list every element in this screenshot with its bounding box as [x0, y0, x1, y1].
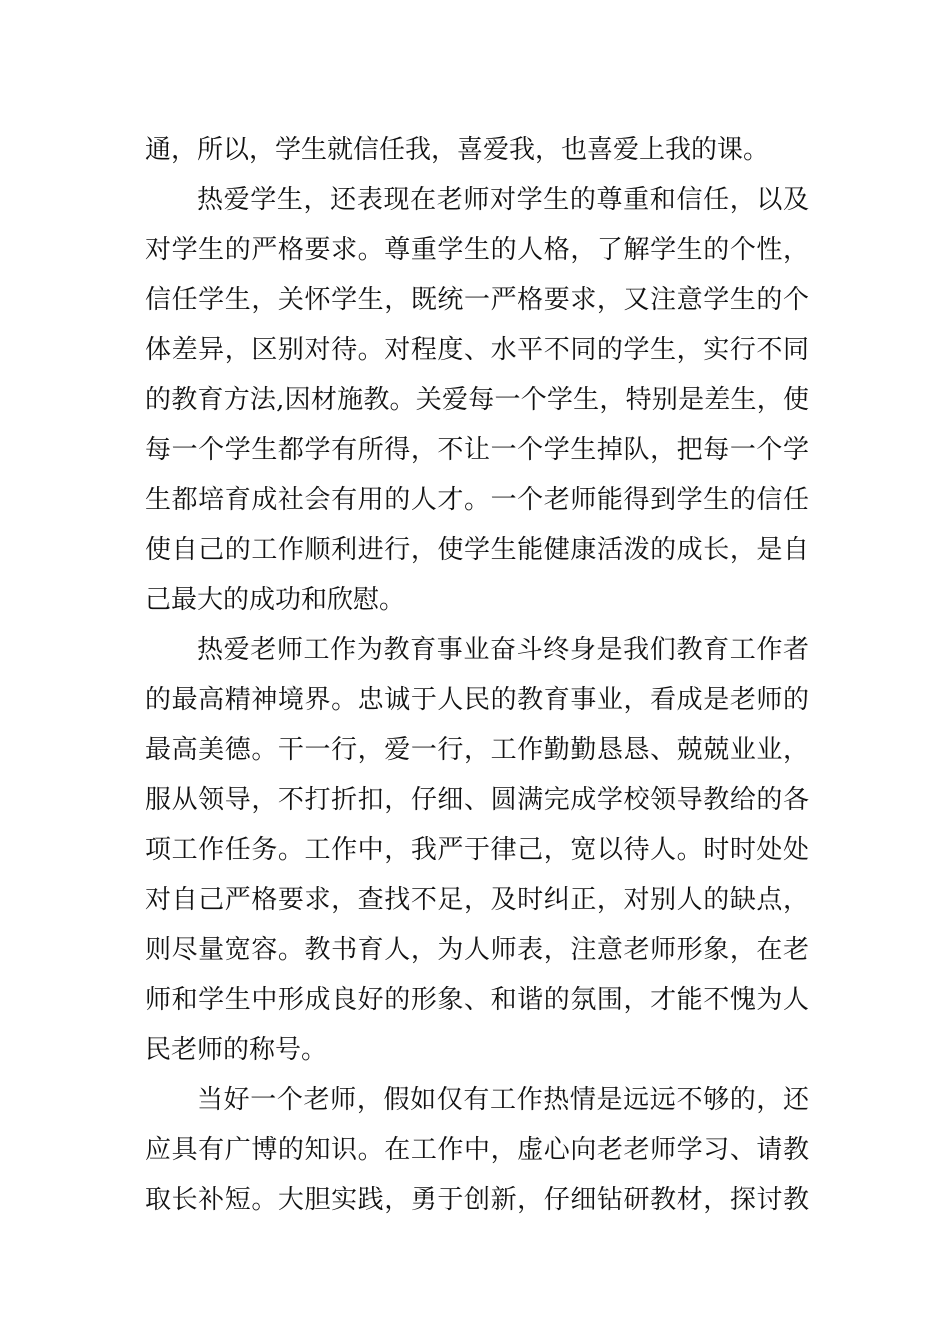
paragraph — [145, 1075, 809, 1225]
text-line: 热爱学生，还表现在老师对学生的尊重和信任，以及 — [197, 185, 809, 215]
text-line: 使自己的工作顺利进行，使学生能健康活泼的成长，是自 — [145, 535, 809, 565]
text-line: 最高美德。干一行，爱一行，工作勤勤恳恳、兢兢业业， — [145, 735, 809, 765]
paragraph — [145, 625, 809, 1075]
text-line: 项工作任务。工作中，我严于律己，宽以待人。时时处处 — [145, 835, 809, 865]
text-line: 对学生的严格要求。尊重学生的人格，了解学生的个性， — [145, 235, 809, 265]
text-line: 对自己严格要求，查找不足，及时纠正，对别人的缺点， — [145, 885, 809, 915]
text-line: 师和学生中形成良好的形象、和谐的氛围，才能不愧为人 — [145, 985, 809, 1015]
text-line: 的教育方法,因材施教。关爱每一个学生，特别是差生，使 — [145, 385, 809, 415]
text-line: 服从领导，不打折扣，仔细、圆满完成学校领导教给的各 — [145, 785, 809, 815]
text-line: 热爱老师工作为教育事业奋斗终身是我们教育工作者 — [197, 635, 809, 665]
text-line: 体差异，区别对待。对程度、水平不同的学生，实行不同 — [145, 335, 809, 365]
text-line: 生都培育成社会有用的人才。一个老师能得到学生的信任 — [145, 485, 809, 515]
text-line: 己最大的成功和欣慰。 — [145, 585, 406, 615]
text-line: 每一个学生都学有所得，不让一个学生掉队，把每一个学 — [145, 435, 809, 465]
text-line: 的最高精神境界。忠诚于人民的教育事业，看成是老师的 — [145, 685, 809, 715]
paragraph — [145, 125, 809, 175]
text-line: 应具有广博的知识。在工作中，虚心向老老师学习、请教 — [145, 1135, 809, 1165]
text-line: 则尽量宽容。教书育人，为人师表，注意老师形象，在老 — [145, 935, 809, 965]
text-line: 取长补短。大胆实践，勇于创新，仔细钻研教材，探讨教 — [145, 1185, 809, 1215]
body-text — [145, 125, 809, 1225]
text-line: 民老师的称号。 — [145, 1035, 328, 1065]
paragraph — [145, 175, 809, 625]
text-line: 信任学生，关怀学生，既统一严格要求，又注意学生的个 — [145, 285, 809, 315]
text-line: 通，所以，学生就信任我，喜爱我，也喜爱上我的课。 — [145, 135, 770, 165]
text-line: 当好一个老师，假如仅有工作热情是远远不够的，还 — [197, 1085, 809, 1115]
